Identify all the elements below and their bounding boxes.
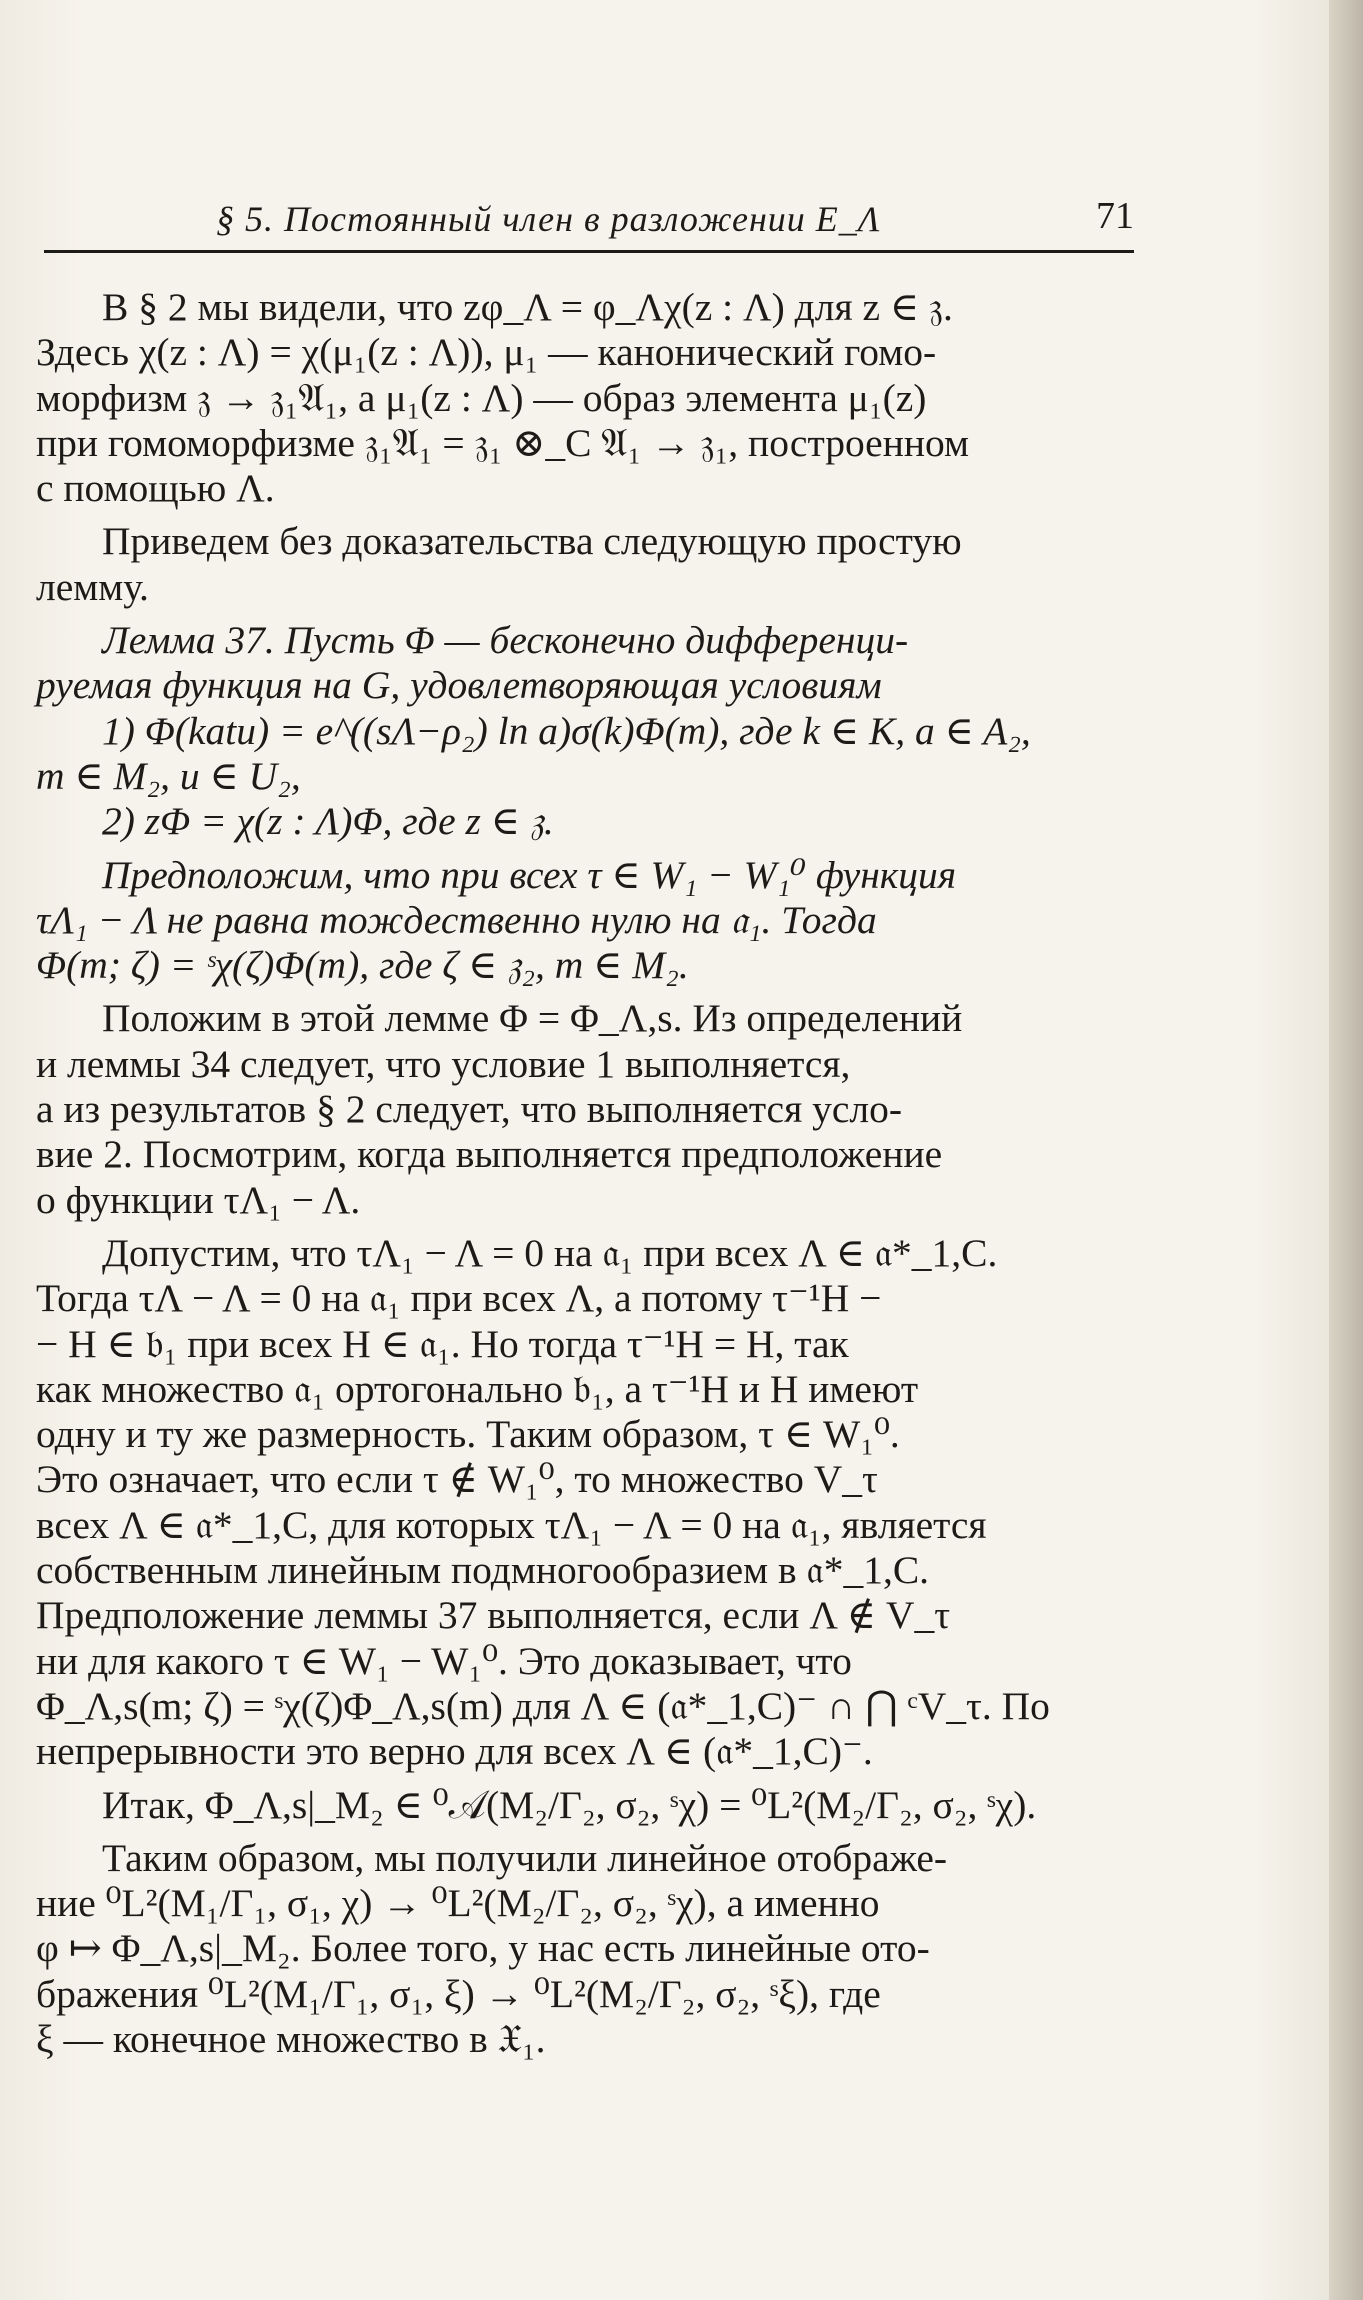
text-line: Таким образом, мы получили линейное отображе- xyxy=(102,1835,948,1880)
lemma-line: Лемма 37. Пусть Φ — бесконечно дифференци- xyxy=(102,618,909,663)
text-line: о функции τΛ₁ − Λ. xyxy=(36,1177,361,1222)
text-line: Это означает, что если τ ∉ W₁⁰, то множество V_τ xyxy=(36,1457,878,1502)
text-line: φ ↦ Φ_Λ,s|_M₂. Более того, у нас есть линейные ото- xyxy=(36,1926,930,1971)
paragraph xyxy=(36,996,1136,1222)
page-number: 71 xyxy=(1096,195,1134,237)
text-line: ξ — конечное множество в 𝔛₁. xyxy=(36,2016,546,2061)
text-line: Итак, Φ_Λ,s|_M₂ ∈ ⁰𝒜(M₂/Γ₂, σ₂, ˢχ) = ⁰L²(M₂/Γ₂, σ₂, ˢχ). xyxy=(102,1782,1037,1827)
page-body xyxy=(36,285,1136,2070)
text-line: всех Λ ∈ 𝔞*_1,C, для которых τΛ₁ − Λ = 0 на 𝔞₁, является xyxy=(36,1502,987,1547)
paragraph xyxy=(36,1836,1136,2062)
lemma-line: Предположим, что при всех τ ∈ W₁ − W₁⁰ функция xyxy=(102,852,957,897)
text-line: − H ∈ 𝔟₁ при всех H ∈ 𝔞₁. Но тогда τ⁻¹H = H, так xyxy=(36,1321,849,1366)
text-line: при гомоморфизме 𝔷₁𝔄₁ = 𝔷₁ ⊗_C 𝔄₁ → 𝔷₁, построенном xyxy=(36,420,969,465)
text-line: Допустим, что τΛ₁ − Λ = 0 на 𝔞₁ при всех Λ ∈ 𝔞*_1,C. xyxy=(102,1230,998,1275)
lemma-line: 2) zΦ = χ(z : Λ)Φ, где z ∈ 𝔷. xyxy=(102,799,554,844)
text-line: ние ⁰L²(M₁/Γ₁, σ₁, χ) → ⁰L²(M₂/Γ₂, σ₂, ˢχ), а именно xyxy=(36,1881,880,1926)
text-line: как множество 𝔞₁ ортогонально 𝔟₁, а τ⁻¹H и H имеют xyxy=(36,1366,919,1411)
text-line: Положим в этой лемме Φ = Φ_Λ,s. Из определений xyxy=(102,996,963,1041)
paragraph xyxy=(36,1783,1136,1828)
lemma-statement xyxy=(36,618,1136,844)
text-line: Предположение леммы 37 выполняется, если Λ ∉ V_τ xyxy=(36,1593,951,1638)
text-line: с помощью Λ. xyxy=(36,466,275,511)
text-line: Тогда τΛ − Λ = 0 на 𝔞₁ при всех Λ, а потому τ⁻¹H − xyxy=(36,1276,882,1321)
paragraph xyxy=(36,285,1136,511)
page-header xyxy=(44,190,1134,253)
text-line: лемму. xyxy=(36,564,149,609)
lemma-line: τΛ₁ − Λ не равна тождественно нулю на 𝔞₁. Тогда xyxy=(36,897,877,942)
text-line: Приведем без доказательства следующую простую xyxy=(102,519,962,564)
lemma-line: Φ(m; ζ) = ˢχ(ζ)Φ(m), где ζ ∈ 𝔷₂, m ∈ M₂. xyxy=(36,943,689,988)
text-line: морфизм 𝔷 → 𝔷₁𝔄₁, а μ₁(z : Λ) — образ элемента μ₁(z) xyxy=(36,375,927,420)
text-line: а из результатов § 2 следует, что выполняется усло- xyxy=(36,1087,903,1132)
page-edge-shadow xyxy=(1329,0,1363,2300)
text-line: собственным линейным подмногообразием в 𝔞*_1,C. xyxy=(36,1548,930,1593)
paragraph xyxy=(36,519,1136,610)
lemma-line: 1) Φ(katu) = e^((sΛ−ρ₂) ln a)σ(k)Φ(m), где k ∈ K, a ∈ A₂, xyxy=(102,708,1031,753)
text-line: Здесь χ(z : Λ) = χ(μ₁(z : Λ)), μ₁ — канонический гомо- xyxy=(36,330,937,375)
lemma-line: руемая функция на G, удовлетворяющая условиям xyxy=(36,663,882,708)
text-line: одну и ту же размерность. Таким образом, τ ∈ W₁⁰. xyxy=(36,1412,900,1457)
text-line: ни для какого τ ∈ W₁ − W₁⁰. Это доказывает, что xyxy=(36,1638,852,1683)
text-line: В § 2 мы видели, что zφ_Λ = φ_Λχ(z : Λ) для z ∈ 𝔷. xyxy=(102,285,953,329)
text-line: непрерывности это верно для всех Λ ∈ (𝔞*_1,C)⁻. xyxy=(36,1729,873,1774)
text-line: вие 2. Посмотрим, когда выполняется предположение xyxy=(36,1132,943,1177)
lemma-assumption xyxy=(36,853,1136,989)
lemma-line: m ∈ M₂, u ∈ U₂, xyxy=(36,753,301,798)
text-line: Φ_Λ,s(m; ζ) = ˢχ(ζ)Φ_Λ,s(m) для Λ ∈ (𝔞*_1,C)⁻ ∩ ⋂ ᶜV_τ. По xyxy=(36,1683,1050,1728)
text-line: бражения ⁰L²(M₁/Γ₁, σ₁, ξ) → ⁰L²(M₂/Γ₂, σ₂, ˢξ), где xyxy=(36,1971,881,2016)
paragraph xyxy=(36,1231,1136,1775)
running-head: § 5. Постоянный член в разложении E_Λ xyxy=(216,199,881,239)
text-line: и леммы 34 следует, что условие 1 выполняется, xyxy=(36,1041,851,1086)
